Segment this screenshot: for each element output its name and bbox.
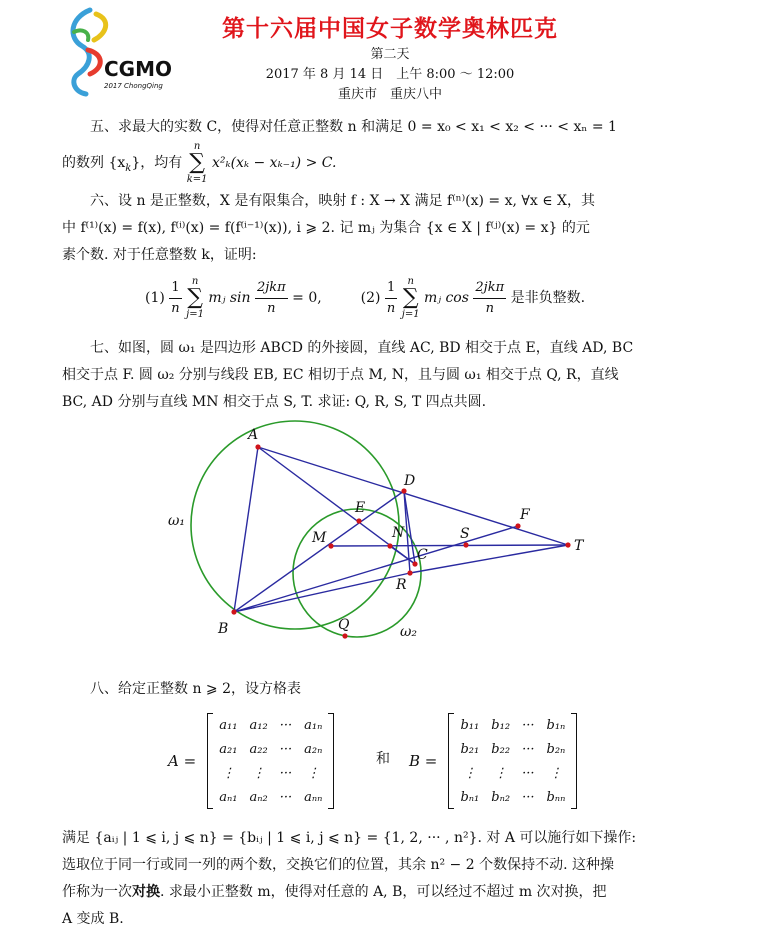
point-e: [356, 518, 361, 523]
sum-upper: n: [193, 141, 201, 152]
problem-8-line-3-pre: 作称为一次: [62, 884, 132, 900]
formula-2-sum-top: n: [407, 276, 414, 287]
problem-5: [62, 114, 712, 185]
problem-6-line-1: 六、设 n 是正整数，X 是有限集合，映射 f : X → X 满足 f⁽ⁿ⁾(x) = x, ∀x ∈ X，其: [90, 193, 595, 209]
matrix-b-row: [454, 713, 571, 737]
formula-1-mid: mⱼ sin: [208, 290, 251, 306]
label-omega-1: ω₁: [168, 513, 186, 529]
label-d: D: [404, 473, 416, 489]
line-mn: [331, 545, 568, 546]
label-omega-2: ω₂: [400, 624, 418, 640]
exam-place: 重庆市 重庆八中: [337, 87, 442, 102]
problem-7-line-3: BC, AD 分别与直线 MN 相交于点 S, T. 求证: Q, R, S, T 四点共圆.: [62, 394, 487, 410]
problem-5-text-b: }，均有: [131, 155, 183, 171]
problem-5-expression: x²ₖ(xₖ − xₖ₋₁) > C.: [211, 155, 337, 171]
matrix-a-cell: a₁₁: [219, 717, 238, 733]
segment-rt: [410, 545, 568, 573]
point-q: [342, 633, 347, 638]
matrix-a-cell: a₂₁: [219, 741, 238, 757]
formula-1-sum: n ∑ j=1: [186, 276, 204, 320]
matrix-a-cell: aₙ₂: [249, 789, 268, 805]
problem-6-line-2: 中 f⁽¹⁾(x) = f(x), f⁽ⁱ⁾(x) = f(f⁽ⁱ⁻¹⁾(x)), i ⩾ 2. 记 mⱼ 为集合 {x ∈ X | f⁽ʲ⁾(x) = x} 的元: [62, 220, 590, 236]
line-bc: [234, 526, 518, 612]
matrix-a-cell: a₁ₙ: [304, 717, 323, 733]
label-t: T: [574, 538, 584, 554]
matrix-a-row: [213, 713, 328, 737]
problem-8-body: [62, 825, 712, 933]
matrix-b-cell: ⋮: [549, 765, 563, 781]
formula-2-sum: n ∑ j=1: [401, 276, 420, 320]
formula-1-coef-num: 1: [169, 278, 181, 299]
formula-2: [361, 276, 585, 320]
matrix-b-cell: bₙₙ: [546, 789, 566, 805]
problem-6-formulas: [145, 276, 705, 320]
formula-1-label: (1): [145, 290, 165, 306]
point-b: [231, 609, 236, 614]
matrix-a-cell: ···: [279, 741, 293, 757]
problem-5-line-1: 五、求最大的实数 C，使得对任意正整数 n 和满足 0 = x₀ < x₁ < x₂ < ··· < xₙ = 1: [90, 119, 617, 135]
formula-2-mid: mⱼ cos: [424, 290, 469, 306]
problem-5-text-a: 的数列 {x: [62, 155, 126, 171]
matrix-a-row: [213, 761, 328, 785]
point-s: [463, 542, 468, 547]
matrix-b-cell: ···: [522, 789, 535, 805]
formula-1-arg: [255, 278, 288, 319]
label-a: A: [248, 427, 259, 443]
problem-6: [62, 188, 712, 269]
formula-1-arg-num: 2jkπ: [255, 278, 288, 299]
problem-7-line-2: 相交于点 F. 圆 ω₂ 分别与线段 EB, EC 相切于点 M, N，且与圆 ω₁ 相交于点 Q, R，直线: [62, 367, 619, 383]
matrix-b-cell: ···: [522, 717, 535, 733]
exam-time: 2017 年 8 月 14 日 上午 8:00 ～ 12:00: [265, 67, 515, 82]
matrix-a-label: A =: [168, 752, 197, 770]
sum-operator: n ∑ k=1: [186, 141, 208, 185]
point-a: [255, 444, 260, 449]
matrix-b-block: [409, 713, 577, 809]
problem-7: [62, 335, 712, 416]
matrix-b-cell: b₂ₙ: [546, 741, 566, 757]
formula-2-coef-num: 1: [385, 278, 397, 299]
problem-7-line-1: 七、如图，圆 ω₁ 是四边形 ABCD 的外接圆，直线 AC, BD 相交于点 E，直线 AD, BC: [90, 340, 634, 356]
label-n: N: [392, 525, 405, 541]
matrix-a-cell: ···: [279, 765, 293, 781]
problem-6-line-3: 素个数. 对于任意整数 k，证明:: [62, 247, 257, 263]
formula-1-coef-den: n: [171, 300, 180, 316]
label-e: E: [355, 500, 366, 516]
formula-1-coef: [169, 278, 181, 319]
line-ad: [258, 447, 568, 545]
point-d: [401, 488, 406, 493]
matrix-a-cell: ⋮: [221, 765, 235, 781]
sum-lower: k=1: [186, 174, 208, 185]
problem-5-line-2: [62, 141, 712, 185]
formula-2-arg-den: n: [485, 300, 494, 316]
matrix-a-cell: ⋮: [306, 765, 320, 781]
matrix-b-label: B =: [409, 752, 438, 770]
label-r: R: [396, 577, 407, 593]
formula-1-sum-bot: j=1: [186, 309, 204, 320]
page-title: 第十六届中国女子数学奥林匹克: [222, 16, 558, 42]
formula-2-tail: 是非负整数.: [510, 290, 586, 306]
problem-5-sub-k: k: [125, 162, 132, 174]
formula-1-tail: = 0,: [292, 290, 322, 306]
matrix-b-cell: ···: [522, 765, 535, 781]
formula-2-coef-den: n: [386, 300, 396, 316]
matrix-a-row: [213, 737, 328, 761]
matrix-a-cell: a₂ₙ: [304, 741, 323, 757]
matrix-a: [207, 713, 334, 809]
segment-ab: [234, 447, 258, 612]
matrix-b-cell: b₂₁: [460, 741, 480, 757]
matrix-a-cell: a₂₂: [249, 741, 268, 757]
problem-8-term-swap: 对换: [132, 884, 160, 900]
matrix-b-row: [454, 785, 571, 809]
problem-8-intro-text: 八、给定正整数 n ⩾ 2，设方格表: [90, 681, 302, 697]
matrix-a-cell: aₙₙ: [304, 789, 323, 805]
matrix-b-cell: ···: [522, 741, 535, 757]
point-r: [407, 570, 412, 575]
formula-2-sum-bot: j=1: [401, 309, 420, 320]
geometry-figure: [160, 415, 600, 647]
point-f: [515, 523, 520, 528]
logo-subtext: 2017 ChongQing: [104, 82, 163, 90]
matrix-a-block: [168, 713, 334, 809]
matrix-b-cell: b₁ₙ: [546, 717, 566, 733]
label-m: M: [312, 530, 327, 546]
label-q: Q: [338, 617, 350, 633]
matrix-a-cell: aₙ₁: [219, 789, 238, 805]
label-c: C: [417, 547, 428, 563]
matrix-b: [448, 713, 577, 809]
exam-day: 第二天: [370, 47, 410, 62]
formula-2-arg: [473, 278, 506, 319]
formula-1-sum-top: n: [191, 276, 199, 287]
label-s: S: [460, 526, 470, 542]
matrix-a-cell: a₁₂: [249, 717, 268, 733]
formula-1-arg-den: n: [267, 300, 276, 316]
problem-8-line-3: [62, 879, 712, 906]
matrix-b-cell: b₂₂: [491, 741, 511, 757]
matrix-b-row: [454, 761, 571, 785]
matrix-b-cell: ⋮: [463, 765, 477, 781]
matrix-b-row: [454, 737, 571, 761]
formula-2-coef: [385, 278, 397, 319]
logo-text: CGMO: [104, 57, 172, 81]
label-b: B: [218, 621, 229, 637]
matrix-b-cell: bₙ₂: [491, 789, 511, 805]
matrix-a-cell: ···: [279, 717, 293, 733]
problem-8-line-1: 满足 {aᵢⱼ | 1 ⩽ i, j ⩽ n} = {bᵢⱼ | 1 ⩽ i, j ⩽ n} = {1, 2, ··· , n²}. 对 A 可以施行如下操作:: [62, 830, 637, 846]
matrix-b-cell: b₁₁: [460, 717, 480, 733]
matrix-b-cell: b₁₂: [491, 717, 511, 733]
problem-8-line-4: A 变成 B.: [62, 911, 124, 927]
formula-2-label: (2): [360, 290, 381, 306]
matrix-b-cell: bₙ₁: [460, 789, 480, 805]
problem-8-line-3-post: . 求最小正整数 m，使得对任意的 A, B，可以经过不超过 m 次对换，把: [160, 884, 607, 900]
matrix-a-row: [213, 785, 328, 809]
matrix-a-cell: ⋮: [252, 765, 266, 781]
point-n: [387, 543, 392, 548]
problem-8-line-2: 选取位于同一行或同一列的两个数，交换它们的位置，其余 n² − 2 个数保持不动. 这种操: [62, 857, 614, 873]
matrix-b-cell: ⋮: [494, 765, 508, 781]
point-t: [565, 542, 570, 547]
segment-cd: [404, 491, 415, 564]
formula-1: [145, 276, 322, 320]
label-f: F: [520, 507, 530, 523]
matrix-a-cell: ···: [279, 789, 293, 805]
formula-2-arg-num: 2jkπ: [473, 278, 506, 299]
point-m: [328, 543, 333, 548]
problem-8-intro: [62, 676, 712, 703]
matrix-and: 和: [376, 751, 390, 767]
